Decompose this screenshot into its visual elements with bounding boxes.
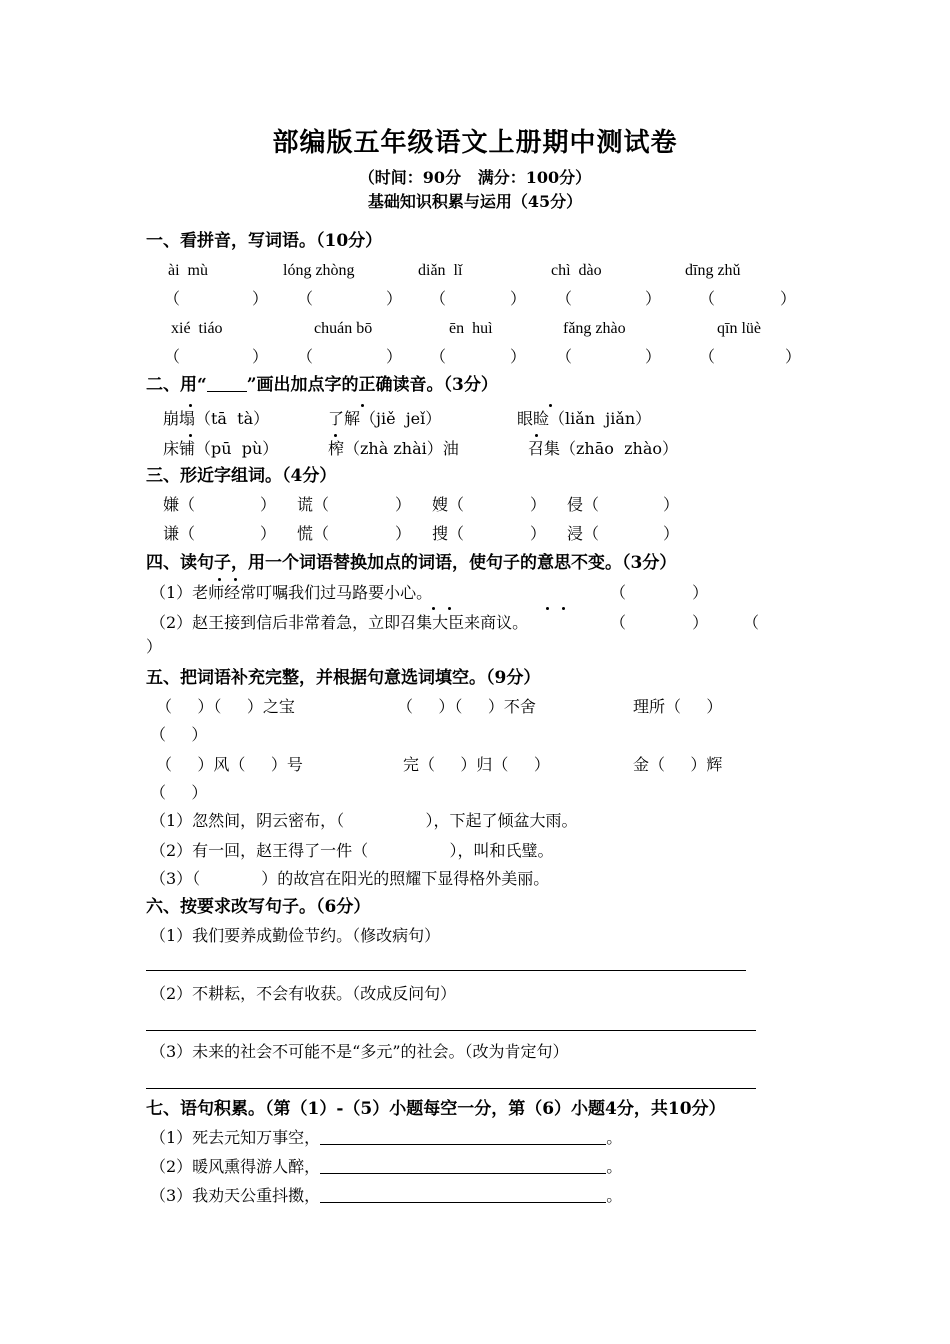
q6-sentence: （1）我们要养成勤俭节约。（修改病句） bbox=[150, 926, 441, 945]
emphasis-dot bbox=[334, 434, 337, 437]
q3-close: ） bbox=[663, 524, 680, 543]
emphasis-dot bbox=[448, 607, 451, 610]
q5-heading: 五、把词语补充完整，并根据句意选词填空。（9分） bbox=[146, 668, 541, 688]
q6-heading: 六、按要求改写句子。（6分） bbox=[146, 897, 371, 917]
q1-pinyin: diǎn lǐ bbox=[418, 262, 463, 279]
q2-item: 床铺（pū pù） bbox=[163, 439, 279, 458]
q3-item: 嫂（ bbox=[432, 495, 465, 514]
q4-blank: （ ） bbox=[610, 613, 709, 632]
emphasis-dot bbox=[234, 578, 237, 581]
q3-item: 慌（ bbox=[297, 524, 330, 543]
q5-idiom: （ ） bbox=[150, 783, 208, 802]
answer-bracket-open: （ bbox=[556, 289, 573, 308]
q2-item: 榨（zhà zhài）油 bbox=[328, 439, 459, 458]
q4-extra-open: （ bbox=[743, 613, 760, 632]
answer-bracket-close: ） bbox=[386, 289, 403, 308]
q5-idiom: 完（ ）归（ ） bbox=[403, 755, 550, 774]
q4-heading: 四、读句子，用一个词语替换加点的词语，使句子的意思不变。（3分） bbox=[146, 553, 677, 573]
answer-bracket-close: ） bbox=[510, 289, 527, 308]
q3-close: ） bbox=[395, 524, 412, 543]
q1-pinyin: chuán bō bbox=[314, 320, 373, 337]
q5-sentence: （3）（ ）的故宫在阳光的照耀下显得格外美丽。 bbox=[150, 869, 550, 888]
q3-item: 搜（ bbox=[432, 524, 465, 543]
q7-line: （1）死去元知万事空， 。 bbox=[150, 1128, 623, 1147]
q1-pinyin: dīng zhǔ bbox=[685, 262, 741, 279]
q5-idiom: 理所（ ） bbox=[633, 697, 723, 716]
answer-bracket-open: （ bbox=[164, 289, 181, 308]
answer-bracket-close: ） bbox=[645, 289, 662, 308]
q7-line: （2）暖风熏得游人醉， 。 bbox=[150, 1157, 623, 1176]
q3-heading: 三、形近字组词。（4分） bbox=[146, 466, 337, 486]
answer-bracket-close: ） bbox=[252, 347, 269, 366]
underline-sample bbox=[207, 377, 247, 392]
answer-bracket-close: ） bbox=[645, 347, 662, 366]
answer-bracket-close: ） bbox=[780, 289, 797, 308]
q6-sentence: （3）未来的社会不可能不是“多元”的社会。（改为肯定句） bbox=[150, 1042, 569, 1061]
answer-line bbox=[146, 970, 746, 971]
q6-sentence: （2）不耕耘，不会有收获。（改成反问句） bbox=[150, 984, 457, 1003]
emphasis-dot bbox=[546, 607, 549, 610]
q2-heading: 二、用“ ”画出加点字的正确读音。（3分） bbox=[146, 375, 498, 395]
q1-pinyin: chì dào bbox=[551, 262, 602, 279]
answer-bracket-open: （ bbox=[297, 347, 314, 366]
q3-close: ） bbox=[260, 524, 277, 543]
answer-line bbox=[146, 1030, 756, 1031]
q5-sentence: （1）忽然间，阴云密布，（ ），下起了倾盆大雨。 bbox=[150, 811, 578, 830]
q3-item: 嫌（ bbox=[163, 495, 196, 514]
q3-close: ） bbox=[663, 495, 680, 514]
answer-bracket-open: （ bbox=[430, 347, 447, 366]
q3-close: ） bbox=[395, 495, 412, 514]
q1-pinyin: fǎng zhào bbox=[563, 320, 626, 337]
q3-item: 谦（ bbox=[163, 524, 196, 543]
fill-blank bbox=[320, 1159, 606, 1174]
q2-item: 眼睑（liǎn jiǎn） bbox=[517, 409, 652, 428]
answer-bracket-open: （ bbox=[556, 347, 573, 366]
answer-bracket-close: ） bbox=[510, 347, 527, 366]
emphasis-dot bbox=[361, 404, 364, 407]
part-title: 基础知识积累与运用（45分） bbox=[367, 192, 583, 211]
q5-sentence: （2）有一回，赵王得了一件（ ），叫和氏璧。 bbox=[150, 841, 554, 860]
fill-blank bbox=[320, 1188, 606, 1203]
q5-idiom: （ ）（ ）之宝 bbox=[156, 697, 295, 716]
emphasis-dot bbox=[189, 404, 192, 407]
page-title: 部编版五年级语文上册期中测试卷 bbox=[272, 128, 678, 158]
q1-pinyin: ēn huì bbox=[449, 320, 493, 337]
q1-pinyin: lóng zhòng bbox=[283, 262, 355, 279]
q3-item: 谎（ bbox=[297, 495, 330, 514]
q1-heading: 一、看拼音，写词语。（10分） bbox=[146, 231, 383, 251]
answer-bracket-open: （ bbox=[699, 289, 716, 308]
q5-idiom: （ ）风（ ）号 bbox=[156, 755, 303, 774]
answer-bracket-close: ） bbox=[252, 289, 269, 308]
q3-item: 浸（ bbox=[567, 524, 600, 543]
exam-meta: （时间：90分 满分：100分） bbox=[358, 168, 592, 187]
emphasis-dot bbox=[562, 607, 565, 610]
q3-close: ） bbox=[530, 495, 547, 514]
answer-bracket-open: （ bbox=[164, 347, 181, 366]
q3-close: ） bbox=[530, 524, 547, 543]
emphasis-dot bbox=[189, 434, 192, 437]
emphasis-dot bbox=[218, 578, 221, 581]
q1-pinyin: ài mù bbox=[168, 262, 208, 279]
q3-item: 侵（ bbox=[567, 495, 600, 514]
q4-sentence: （2）赵王接到信后非常着急，立即召集大臣来商议。 bbox=[150, 613, 529, 632]
q1-pinyin: xié tiáo bbox=[171, 320, 223, 337]
q2-item: 了解（jiě jeǐ） bbox=[328, 409, 442, 428]
q1-pinyin: qīn lüè bbox=[717, 320, 761, 337]
q2-item: 崩塌（tā tà） bbox=[163, 409, 270, 428]
q5-idiom: （ ）（ ）不舍 bbox=[397, 697, 536, 716]
answer-bracket-open: （ bbox=[297, 289, 314, 308]
emphasis-dot bbox=[549, 404, 552, 407]
emphasis-dot bbox=[535, 434, 538, 437]
q5-idiom: （ ） bbox=[150, 725, 208, 744]
q7-line: （3）我劝天公重抖擞， 。 bbox=[150, 1186, 623, 1205]
q3-close: ） bbox=[260, 495, 277, 514]
answer-bracket-close: ） bbox=[386, 347, 403, 366]
q5-idiom: 金（ ）辉 bbox=[633, 755, 723, 774]
q2-item: 召集（zhāo zhào） bbox=[528, 439, 678, 458]
answer-bracket-close: ） bbox=[785, 347, 802, 366]
answer-line bbox=[146, 1088, 756, 1089]
q4-extra-close: ） bbox=[146, 637, 163, 656]
q4-sentence: （1）老师经常叮嘱我们过马路要小心。 bbox=[150, 583, 433, 602]
emphasis-dot bbox=[432, 607, 435, 610]
answer-bracket-open: （ bbox=[430, 289, 447, 308]
q4-blank: （ ） bbox=[610, 583, 709, 602]
fill-blank bbox=[320, 1130, 606, 1145]
answer-bracket-open: （ bbox=[699, 347, 716, 366]
q7-heading: 七、语句积累。（第（1）-（5）小题每空一分，第（6）小题4分，共10分） bbox=[146, 1099, 726, 1119]
